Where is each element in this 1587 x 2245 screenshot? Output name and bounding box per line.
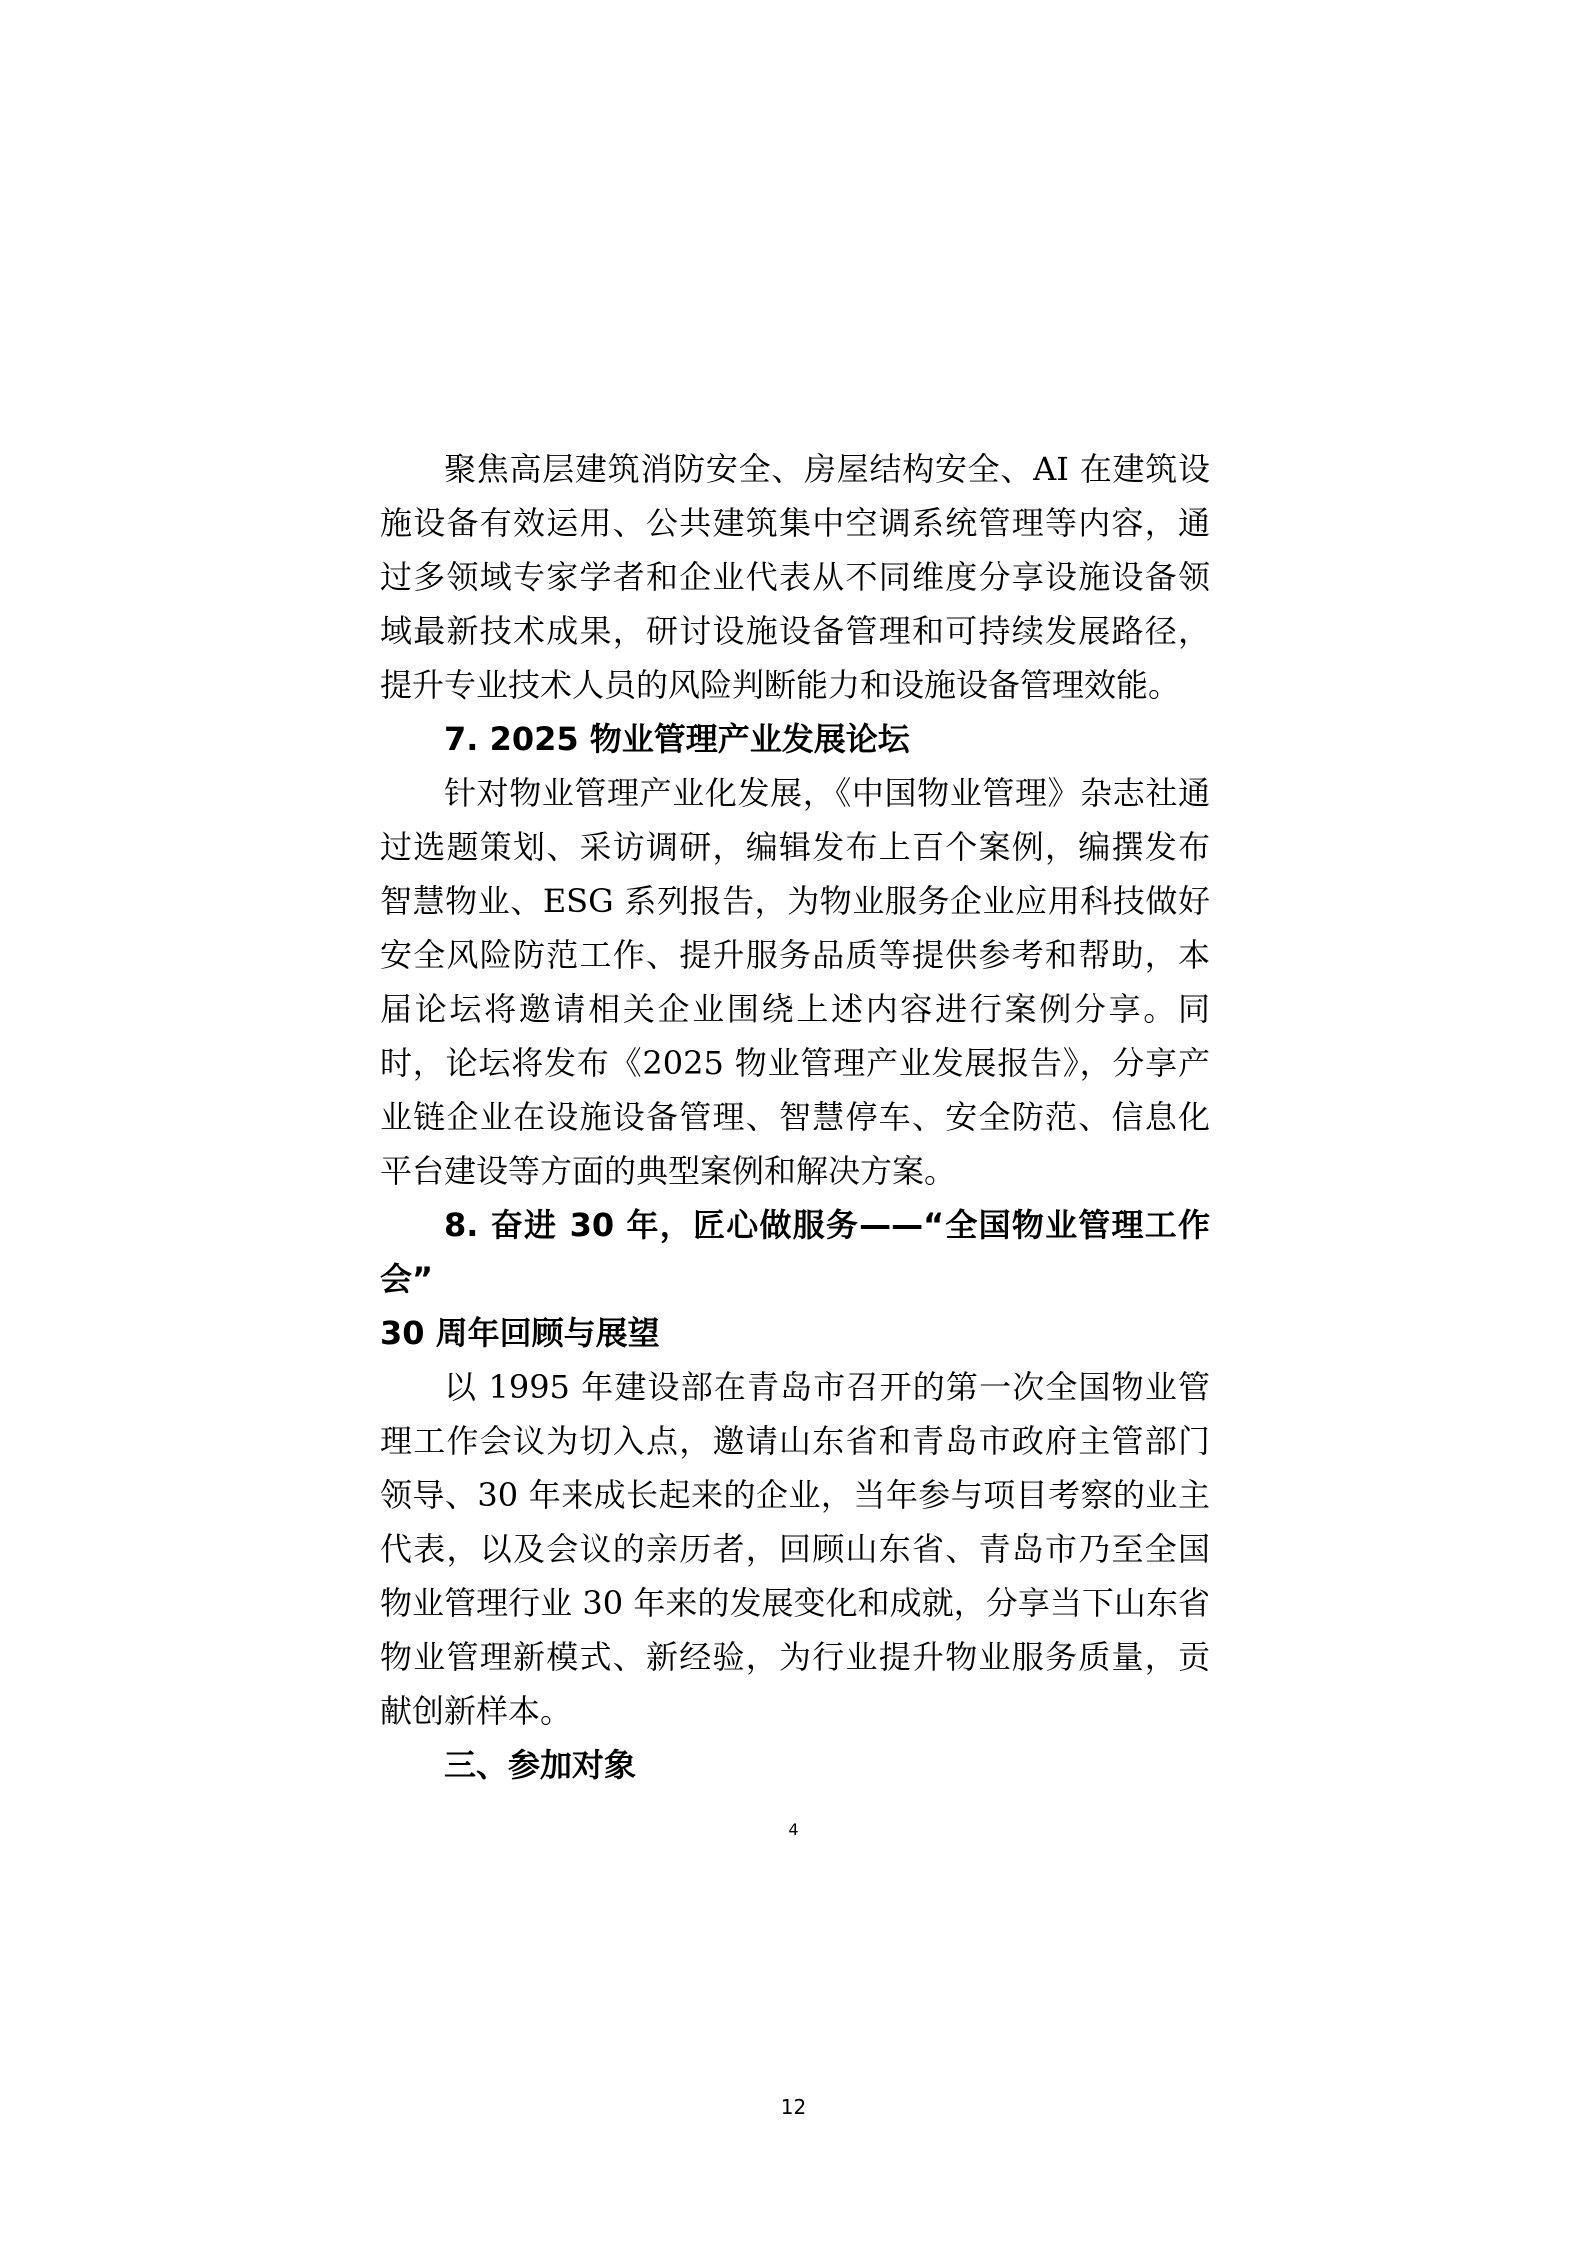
- section-heading-8: 8. 奋进 30 年，匠心做服务——“全国物业管理工作会”: [380, 1206, 1210, 1298]
- paragraph-facilities: 聚焦高层建筑消防安全、房屋结构安全、AI 在建筑设施设备有效运用、公共建筑集中空调系统管理等内容，通过多领域专家学者和企业代表从不同维度分享设施设备领域最新技术成果，研讨设施设备管理和可持续发展路径，提升专业技术人员的风险判断能力和设施设备管理效能。: [380, 450, 1210, 704]
- section-heading-7: 7. 2025 物业管理产业发展论坛: [444, 720, 910, 758]
- section-heading-3: 三、参加对象: [444, 1746, 637, 1784]
- inner-page-number: 4: [788, 1820, 799, 1839]
- section-heading-8-continued: 30 周年回顾与展望: [380, 1314, 660, 1352]
- document-body: [380, 442, 1210, 1792]
- paragraph-anniversary: 以 1995 年建设部在青岛市召开的第一次全国物业管理工作会议为切入点，邀请山东省和青岛市政府主管部门领导、30 年来成长起来的企业，当年参与项目考察的业主代表，以及会议的亲历者，回顾山东省、青岛市乃至全国物业管理行业 30 年来的发展变化和成就，分享当下山东省物业管理新模式、新经验，为行业提升物业服务质量，贡献创新样本。: [380, 1368, 1210, 1730]
- page-number: 12: [780, 2095, 807, 2119]
- paragraph-forum: 针对物业管理产业化发展，《中国物业管理》杂志社通过选题策划、采访调研，编辑发布上百个案例，编撰发布智慧物业、ESG 系列报告，为物业服务企业应用科技做好安全风险防范工作、提升服务品质等提供参考和帮助，本届论坛将邀请相关企业围绕上述内容进行案例分享。同时，论坛将发布《2025 物业管理产业发展报告》，分享产业链企业在设施设备管理、智慧停车、安全防范、信息化平台建设等方面的典型案例和解决方案。: [380, 774, 1210, 1190]
